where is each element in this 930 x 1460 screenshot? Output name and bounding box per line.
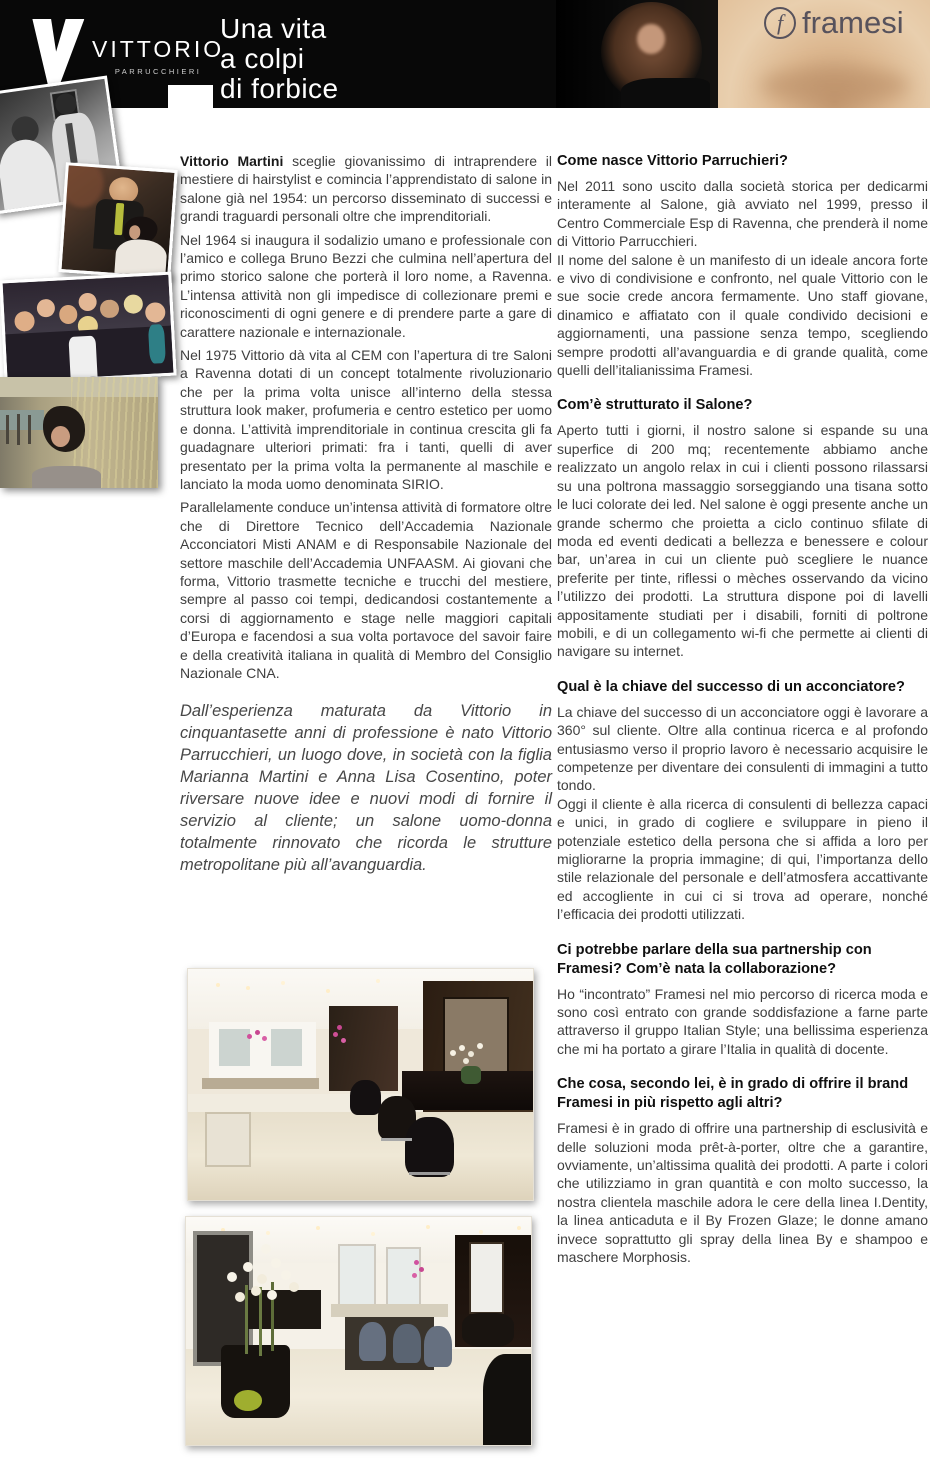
photo-shape xyxy=(760,67,908,104)
photo-shape xyxy=(0,136,59,210)
photo-shape xyxy=(271,1029,302,1066)
answer-paragraph: Framesi è in grado di offrire una partnership di esclusività e delle soluzioni moda prêt-à-porter, oltre che a garantire, ovviamente, un’altissima qualità dei prodotti. A parte i colori che utilizziamo in gran quantità e con molto successo, la nostra clientela maschile adora le cere della linea I.Dentity, la linea anticaduta e il By Frozen Glaze; le donne amano invece soprattutto gli spray della linea By e shampoo e maschere Morphosis. xyxy=(557,1120,928,1266)
photo-shape xyxy=(424,1326,452,1367)
photo-salon-interior-1 xyxy=(187,968,534,1201)
answer xyxy=(557,421,928,660)
title-line: a colpi xyxy=(220,43,305,74)
paragraph: Parallelamente conduce un’intensa attività di formatore oltre che di Direttore Tecnico dell’Accademia Nazionale Acconciatori Misti ANAM e di Responsabile Nazionale del settore maschile dell’Accademia UNFAASM. Ai giovani che forma, Vittorio trasmette tecniche e trucchi del mestiere, sempre al passo coi tempi, dedicandosi costantemente a corsi di aggiornamento e stage nelle maggiori capitali d’Europa e facendosi a sua volta portavoce del savoir faire e della creatività italiana in qualità di Membro del Consiglio Nazionale CNA. xyxy=(180,499,552,681)
photo-shape xyxy=(393,1324,421,1363)
photo-shape xyxy=(6,415,9,444)
framesi-logo xyxy=(764,5,904,41)
photo-shape xyxy=(69,335,98,377)
photo-shape xyxy=(202,1078,319,1090)
photo-team-group xyxy=(0,272,177,385)
article-right-column xyxy=(557,148,928,1267)
photo-shape xyxy=(14,311,35,332)
framesi-monogram: f xyxy=(776,10,784,35)
photo-shape xyxy=(78,292,97,312)
photo-shape xyxy=(350,1080,381,1115)
photo-salon-interior-2 xyxy=(185,1216,532,1446)
paragraph: Nel 1964 si inaugura il sodalizio umano e professionale con l’amico e collega Bruno Bezzi che culmina nell’apertura del primo storico salone che porterà il loro nome, a Ravenna. L’intensa attività non gli impedisce di collezionare premi e riconoscimenti di ogni genere e di prendere parte a gare di carattere nazionale e internazionale. xyxy=(180,231,552,340)
italic-summary-paragraph: Dall’esperienza maturata da Vittorio in cinquantasette anni di professione è nato Vittorio Parrucchieri, un luogo dove, in società con la figlia Marianna Martini e Anna Lisa Cosentino, poter riversare nuove idee e nuovi modi di fornire il servizio al cliente; un salone uomo-donna totalmente rinnovato che ricorda le strutture metropolitane più all’avanguardia. xyxy=(180,702,552,875)
photo-shape xyxy=(461,1066,482,1084)
header-notch xyxy=(168,85,213,108)
answer-paragraph: Ho “incontrato” Framesi nel mio percorso di ricerca moda e sono così entrato con grande soddisfazione a farne parte attraverso il gruppo Italian Style; una bellissima esperienza che mi ha portato a girare l’Italia in qualità di docente. xyxy=(557,985,928,1057)
answer xyxy=(557,1119,928,1266)
answer-paragraph: La chiave del successo di un acconciatore oggi è lavorare a 360° sul cliente. Oltre alla continua ricerca e al profondo entusiasmo verso il proprio lavoro è necessario acquisire le competenze per diventare dei consulenti di immagini a tutto tondo. xyxy=(557,703,928,794)
photo-shape xyxy=(359,1322,387,1361)
photo-shape xyxy=(381,1138,412,1141)
photo-shape xyxy=(245,1290,321,1329)
photo-shape xyxy=(123,294,144,315)
photo-shape xyxy=(100,299,119,319)
lead-paragraph xyxy=(180,152,552,226)
photo-shape xyxy=(17,414,20,445)
paragraph: Nel 1975 Vittorio dà vita al CEM con l’apertura di tre Saloni a Ravenna dotati di un concept totalmente rivoluzionario che per la prima volta unisce all’interno della stessa struttura look maker, profumeria e centro estetico per uomo e donna. L’attività imprenditoriale in continua crescita gli fa guadagnare ulteriori primati: fra i tanti, quelli di aver presentato per la prima volta la permanente al maschile e lanciato la moda uomo denominata SIRIO. xyxy=(180,347,552,492)
answer xyxy=(557,985,928,1059)
title-line: Una vita xyxy=(220,13,327,44)
photo-shape xyxy=(245,1285,248,1353)
photo-shape xyxy=(59,305,78,325)
vittorio-v-icon xyxy=(28,19,85,87)
photo-shape xyxy=(216,983,220,987)
page-title xyxy=(220,14,339,104)
photo-shape xyxy=(219,1029,250,1066)
photo-shape xyxy=(469,1242,504,1314)
photo-shape xyxy=(450,1050,456,1056)
question-heading: Ci potrebbe parlare della sua partnership con Framesi? Com’è nata la collaborazione? xyxy=(557,941,872,977)
answer-paragraph: Oggi il cliente è alla ricerca di consulenti di bellezza capaci e unici, in grado di cogliere e sviluppare in pieno il potenziale estetico della persona che si affida a loro per migliorarne la propria immagine; di qui, l’importanza dello stile relazionale del personale e dell’atmosfera accattivante ed accogliente in cui ci si trova ad operare, nonché l’efficacia dei prodotti utilizzati. xyxy=(557,795,928,923)
photo-shape xyxy=(51,426,70,447)
vittorio-logo xyxy=(92,36,224,76)
photo-shape xyxy=(338,1244,377,1310)
photo-shape xyxy=(247,1034,252,1039)
photo-shape xyxy=(637,24,665,54)
answer-paragraph: Il nome del salone è un manifesto di un ideale ancora forte e vivo di condivisione e confronto, nel quale Vittorio con le sue socie crede ancora fermamente. Uno staff giovane, dinamico e affiatato con il quale condivido decisioni e aggiornamenti, una passione senza tempo, scegliendo sempre prodotti all’avanguardia e di grande qualità, come quelli dell’italianissima Framesi. xyxy=(557,251,928,379)
photo-vittorio-styling xyxy=(58,162,177,280)
photo-shape xyxy=(405,1117,453,1177)
answer xyxy=(557,177,928,379)
photo-shape xyxy=(114,238,167,277)
question-heading: Che cosa, secondo lei, è in grado di offrire il brand Framesi in più rispetto agli altri? xyxy=(557,1076,909,1112)
photo-model-outdoor xyxy=(0,377,158,488)
question-heading: Qual è la chiave del successo di un acconciatore? xyxy=(557,678,905,695)
photo-shape xyxy=(145,302,166,323)
photo-shape xyxy=(148,324,167,364)
header-band xyxy=(0,0,930,108)
brand-name: VITTORIO xyxy=(92,36,225,62)
photo-shape xyxy=(462,1313,514,1347)
photo-shape xyxy=(331,1304,448,1318)
photo-shape xyxy=(386,1247,421,1308)
photo-shape xyxy=(409,1172,450,1175)
photo-shape xyxy=(37,298,56,318)
answer xyxy=(557,703,928,924)
lead-name: Vittorio Martini xyxy=(180,153,284,169)
photo-shape xyxy=(483,1354,532,1445)
framesi-wordmark: framesi xyxy=(802,5,904,40)
photo-shape xyxy=(28,415,31,444)
brand-subtitle: PARRUCCHIERI xyxy=(114,67,202,76)
article-left-column xyxy=(180,148,552,893)
framesi-photo xyxy=(718,0,930,108)
lead-text: sceglie giovanissimo di intraprendere il mestiere di hairstylist e comincia l’apprendistato di salone in salone già nel 1954: un percorso disseminato di successi e grandi traguardi personali oltre che imprenditoriali. xyxy=(180,153,552,225)
photo-shape xyxy=(621,78,710,108)
question-heading: Come nasce Vittorio Parruchieri? xyxy=(557,153,788,169)
photo-shape xyxy=(329,1006,398,1091)
answer-paragraph: Aperto tutti i giorni, il nostro salone si espande su una superfice di 200 mq; recentemente abbiamo anche realizzato un angolo relax in cui i clienti possono rilassarsi su una poltrona massaggio sorseggiando una tisana sotto le luci colorate dei led. Nel salone è oggi presente anche un grande schermo che proietta a ciclo continuo sfilate di moda ed eventi dedicati a bellezza e benessere e colour bar, un’area in cui un cliente può scegliere le nuance preferite per tinte, riflessi o mèches osservando da vicino l’utilizzo dei prodotti. La struttura dispone poi di lavelli appositamente studiati per i disabili, forniti di poltrone mobili, e di un collegamento wi-fi che permette ai clienti di navigare su internet. xyxy=(557,422,928,660)
photo-shape xyxy=(205,1112,250,1167)
title-line: di forbice xyxy=(220,73,339,104)
framesi-monogram-icon xyxy=(764,7,796,39)
photo-shape xyxy=(32,466,102,488)
photo-shape xyxy=(234,1390,262,1411)
header-model-photo xyxy=(556,0,718,108)
answer-paragraph: Nel 2011 sono uscito dalla società storica per dedicarmi interamente al Salone, già avviato nel 1999, presso il Centro Commerciale Esp di Ravenna, che prenderà il nome di Vittorio Parrucchieri. xyxy=(557,178,928,250)
question-heading: Com’è strutturato il Salone? xyxy=(557,397,753,414)
